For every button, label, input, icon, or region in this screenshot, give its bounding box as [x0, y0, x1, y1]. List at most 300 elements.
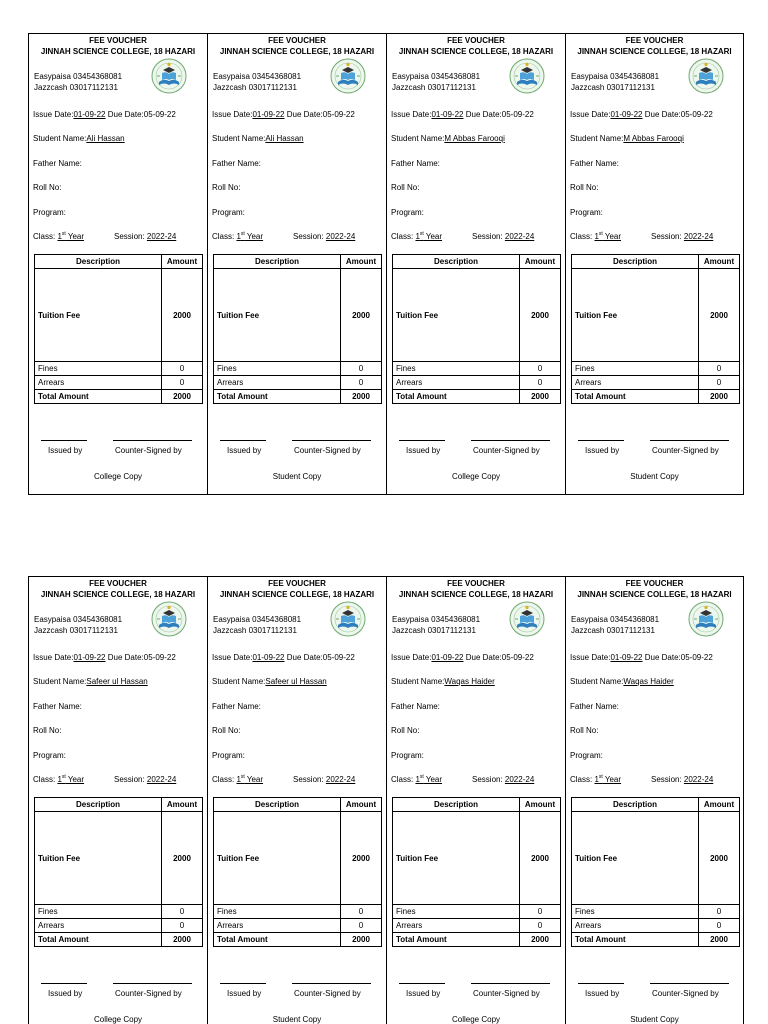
issue-due-dates: Issue Date:01-09-22 Due Date:05-09-22	[391, 653, 534, 662]
counter-signed-label: Counter-Signed by	[115, 989, 182, 998]
table-row	[35, 812, 203, 905]
issue-due-dates: Issue Date:01-09-22 Due Date:05-09-22	[570, 110, 713, 119]
student-name-row: Student Name:Ali Hassan	[212, 134, 304, 143]
table-row	[572, 919, 740, 933]
roll-no-row: Roll No:	[212, 726, 241, 735]
counter-signed-line	[471, 440, 550, 441]
counter-signed-line	[292, 440, 371, 441]
table-row	[214, 362, 382, 376]
tuition-amount: 2000	[162, 269, 203, 362]
fee-table	[34, 797, 203, 947]
total-amount: 2000	[520, 390, 561, 404]
counter-signed-line	[650, 440, 729, 441]
col-amount: Amount	[162, 798, 203, 812]
tuition-amount: 2000	[341, 269, 382, 362]
col-description: Description	[393, 798, 520, 812]
tuition-label: Tuition Fee	[572, 812, 699, 905]
table-row	[214, 919, 382, 933]
session-value: 2022-24	[325, 232, 356, 241]
fee-table	[34, 254, 203, 404]
table-header-row	[572, 255, 740, 269]
issue-due-dates: Issue Date:01-09-22 Due Date:05-09-22	[391, 110, 534, 119]
table-row	[572, 812, 740, 905]
issued-by-line	[41, 983, 87, 984]
issue-date: 01-09-22	[610, 653, 643, 662]
father-name-row: Father Name:	[212, 159, 261, 168]
fee-table	[213, 254, 382, 404]
class-value: 1st Year	[57, 774, 85, 784]
tuition-amount: 2000	[162, 812, 203, 905]
table-row	[572, 390, 740, 404]
table-row	[35, 390, 203, 404]
jazzcash-number: Jazzcash 03017112131	[571, 626, 655, 635]
col-description: Description	[214, 255, 341, 269]
voucher-title: FEE VOUCHER	[268, 36, 326, 45]
easypaisa-number: Easypaisa 03454368081	[392, 615, 481, 624]
due-date: 05-09-22	[143, 110, 176, 119]
session-value: 2022-24	[146, 775, 177, 784]
roll-no-row: Roll No:	[33, 183, 62, 192]
student-name: Safeer ul Hassan	[265, 677, 327, 686]
roll-no-row: Roll No:	[391, 183, 420, 192]
tuition-label: Tuition Fee	[393, 812, 520, 905]
table-row	[393, 905, 561, 919]
table-row	[393, 362, 561, 376]
fee-voucher	[207, 576, 386, 1024]
total-label: Total Amount	[214, 933, 341, 947]
table-header-row	[393, 255, 561, 269]
arrears-label: Arrears	[214, 919, 341, 933]
copy-type: Student Copy	[272, 1015, 322, 1024]
issued-by-line	[578, 983, 624, 984]
copy-type: Student Copy	[630, 472, 679, 481]
father-name-row: Father Name:	[33, 702, 82, 711]
table-row	[35, 919, 203, 933]
arrears-label: Arrears	[572, 376, 699, 390]
table-row	[572, 933, 740, 947]
father-name-row: Father Name:	[391, 159, 440, 168]
fines-amount: 0	[341, 905, 382, 919]
fee-table	[571, 797, 740, 947]
easypaisa-number: Easypaisa 03454368081	[213, 615, 302, 624]
fines-amount: 0	[162, 905, 203, 919]
easypaisa-number: Easypaisa 03454368081	[571, 72, 660, 81]
copy-type: Student Copy	[272, 472, 322, 481]
arrears-amount: 0	[162, 376, 203, 390]
table-row	[572, 269, 740, 362]
tuition-amount: 2000	[699, 269, 740, 362]
class-value: 1st Year	[415, 231, 443, 241]
issue-date: 01-09-22	[252, 653, 285, 662]
table-row	[393, 812, 561, 905]
fines-label: Fines	[572, 905, 699, 919]
col-description: Description	[572, 798, 699, 812]
due-date: 05-09-22	[501, 110, 534, 119]
father-name-row: Father Name:	[391, 702, 440, 711]
fines-label: Fines	[214, 362, 341, 376]
total-label: Total Amount	[393, 933, 520, 947]
counter-signed-label: Counter-Signed by	[294, 446, 361, 455]
table-row	[214, 905, 382, 919]
table-header-row	[393, 798, 561, 812]
student-name-row: Student Name:Safeer ul Hassan	[33, 677, 148, 686]
total-label: Total Amount	[35, 933, 162, 947]
college-name: JINNAH SCIENCE COLLEGE, 18 HAZARI	[577, 590, 732, 599]
fee-table	[213, 797, 382, 947]
fines-label: Fines	[393, 905, 520, 919]
father-name-row: Father Name:	[33, 159, 82, 168]
total-amount: 2000	[341, 390, 382, 404]
table-row	[572, 376, 740, 390]
total-amount: 2000	[520, 933, 561, 947]
student-name-row: Student Name:Safeer ul Hassan	[212, 677, 327, 686]
tuition-label: Tuition Fee	[35, 269, 162, 362]
class-session-row: Class: 1st Year Session: 2022-24	[391, 231, 535, 241]
jazzcash-number: Jazzcash 03017112131	[34, 83, 118, 92]
student-name-row: Student Name:M Abbas Farooqi	[391, 134, 505, 143]
college-name: JINNAH SCIENCE COLLEGE, 18 HAZARI	[398, 590, 554, 599]
class-session-row: Class: 1st Year Session: 2022-24	[33, 231, 177, 241]
due-date: 05-09-22	[322, 110, 355, 119]
fines-label: Fines	[35, 905, 162, 919]
col-amount: Amount	[520, 798, 561, 812]
col-description: Description	[35, 798, 162, 812]
session-value: 2022-24	[146, 232, 177, 241]
college-logo-icon	[151, 58, 187, 94]
program-row: Program:	[212, 751, 245, 760]
arrears-amount: 0	[162, 919, 203, 933]
col-description: Description	[572, 255, 699, 269]
issued-by-line	[399, 983, 445, 984]
class-session-row: Class: 1st Year Session: 2022-24	[570, 774, 714, 784]
easypaisa-number: Easypaisa 03454368081	[213, 72, 302, 81]
counter-signed-label: Counter-Signed by	[652, 446, 719, 455]
table-row	[393, 919, 561, 933]
fee-table	[392, 797, 561, 947]
tuition-amount: 2000	[341, 812, 382, 905]
table-row	[35, 905, 203, 919]
student-name-row: Student Name:Ali Hassan	[33, 134, 125, 143]
college-name: JINNAH SCIENCE COLLEGE, 18 HAZARI	[577, 47, 732, 56]
college-name: JINNAH SCIENCE COLLEGE, 18 HAZARI	[398, 47, 554, 56]
issue-due-dates: Issue Date:01-09-22 Due Date:05-09-22	[212, 653, 355, 662]
class-value: 1st Year	[594, 231, 622, 241]
jazzcash-number: Jazzcash 03017112131	[392, 626, 476, 635]
issued-by-label: Issued by	[585, 989, 620, 998]
voucher-title: FEE VOUCHER	[89, 36, 147, 45]
fines-amount: 0	[520, 905, 561, 919]
program-row: Program:	[570, 751, 603, 760]
class-value: 1st Year	[236, 774, 264, 784]
college-name: JINNAH SCIENCE COLLEGE, 18 HAZARI	[40, 47, 196, 56]
copy-type: College Copy	[451, 472, 501, 481]
issued-by-label: Issued by	[227, 989, 262, 998]
fee-voucher	[28, 33, 207, 495]
tuition-label: Tuition Fee	[393, 269, 520, 362]
fee-table	[571, 254, 740, 404]
college-name: JINNAH SCIENCE COLLEGE, 18 HAZARI	[40, 590, 196, 599]
table-header-row	[214, 798, 382, 812]
easypaisa-number: Easypaisa 03454368081	[392, 72, 481, 81]
counter-signed-label: Counter-Signed by	[473, 989, 540, 998]
fee-voucher	[28, 576, 207, 1024]
issued-by-line	[578, 440, 624, 441]
col-amount: Amount	[699, 798, 740, 812]
table-header-row	[214, 255, 382, 269]
tuition-amount: 2000	[520, 812, 561, 905]
total-amount: 2000	[699, 390, 740, 404]
jazzcash-number: Jazzcash 03017112131	[34, 626, 118, 635]
counter-signed-line	[113, 440, 192, 441]
table-row	[214, 376, 382, 390]
total-amount: 2000	[341, 933, 382, 947]
table-header-row	[35, 255, 203, 269]
program-row: Program:	[391, 208, 424, 217]
table-row	[393, 376, 561, 390]
class-session-row: Class: 1st Year Session: 2022-24	[212, 231, 356, 241]
fines-amount: 0	[520, 362, 561, 376]
student-name: Ali Hassan	[86, 134, 125, 143]
class-session-row: Class: 1st Year Session: 2022-24	[391, 774, 535, 784]
fee-table	[392, 254, 561, 404]
session-value: 2022-24	[683, 232, 714, 241]
arrears-amount: 0	[520, 376, 561, 390]
student-name: Safeer ul Hassan	[86, 677, 148, 686]
college-logo-icon	[509, 58, 545, 94]
jazzcash-number: Jazzcash 03017112131	[213, 83, 297, 92]
col-description: Description	[214, 798, 341, 812]
issue-date: 01-09-22	[610, 110, 643, 119]
total-label: Total Amount	[214, 390, 341, 404]
roll-no-row: Roll No:	[391, 726, 420, 735]
fines-amount: 0	[162, 362, 203, 376]
student-name-row: Student Name:Waqas Haider	[570, 677, 674, 686]
fee-voucher	[565, 576, 744, 1024]
roll-no-row: Roll No:	[570, 726, 599, 735]
tuition-label: Tuition Fee	[214, 269, 341, 362]
table-row	[214, 812, 382, 905]
program-row: Program:	[212, 208, 245, 217]
session-value: 2022-24	[325, 775, 356, 784]
session-value: 2022-24	[683, 775, 714, 784]
issued-by-label: Issued by	[406, 446, 441, 455]
issued-by-line	[399, 440, 445, 441]
voucher-title: FEE VOUCHER	[447, 579, 505, 588]
table-row	[572, 362, 740, 376]
copy-type: College Copy	[451, 1015, 501, 1024]
col-description: Description	[393, 255, 520, 269]
issue-due-dates: Issue Date:01-09-22 Due Date:05-09-22	[570, 653, 713, 662]
issued-by-label: Issued by	[48, 446, 83, 455]
jazzcash-number: Jazzcash 03017112131	[392, 83, 476, 92]
total-amount: 2000	[162, 933, 203, 947]
program-row: Program:	[391, 751, 424, 760]
arrears-amount: 0	[520, 919, 561, 933]
issue-date: 01-09-22	[73, 653, 106, 662]
fines-label: Fines	[214, 905, 341, 919]
voucher-title: FEE VOUCHER	[89, 579, 147, 588]
fines-label: Fines	[35, 362, 162, 376]
tuition-amount: 2000	[520, 269, 561, 362]
college-logo-icon	[688, 58, 724, 94]
total-label: Total Amount	[572, 390, 699, 404]
due-date: 05-09-22	[501, 653, 534, 662]
table-row	[214, 269, 382, 362]
voucher-title: FEE VOUCHER	[625, 579, 684, 588]
table-row	[214, 933, 382, 947]
table-header-row	[572, 798, 740, 812]
father-name-row: Father Name:	[570, 159, 619, 168]
voucher-title: FEE VOUCHER	[625, 36, 684, 45]
fines-label: Fines	[393, 362, 520, 376]
program-row: Program:	[33, 751, 66, 760]
total-amount: 2000	[699, 933, 740, 947]
roll-no-row: Roll No:	[570, 183, 599, 192]
fines-amount: 0	[699, 362, 740, 376]
arrears-amount: 0	[341, 376, 382, 390]
voucher-title: FEE VOUCHER	[268, 579, 326, 588]
program-row: Program:	[33, 208, 66, 217]
issued-by-line	[220, 983, 266, 984]
tuition-label: Tuition Fee	[572, 269, 699, 362]
due-date: 05-09-22	[322, 653, 355, 662]
issued-by-line	[220, 440, 266, 441]
arrears-amount: 0	[699, 919, 740, 933]
issue-due-dates: Issue Date:01-09-22 Due Date:05-09-22	[212, 110, 355, 119]
class-value: 1st Year	[594, 774, 622, 784]
counter-signed-label: Counter-Signed by	[294, 989, 361, 998]
col-amount: Amount	[341, 798, 382, 812]
student-name-row: Student Name:M Abbas Farooqi	[570, 134, 684, 143]
arrears-label: Arrears	[35, 919, 162, 933]
father-name-row: Father Name:	[570, 702, 619, 711]
due-date: 05-09-22	[680, 110, 713, 119]
college-name: JINNAH SCIENCE COLLEGE, 18 HAZARI	[219, 590, 375, 599]
student-name: Ali Hassan	[265, 134, 304, 143]
table-row	[393, 269, 561, 362]
tuition-label: Tuition Fee	[35, 812, 162, 905]
col-description: Description	[35, 255, 162, 269]
table-header-row	[35, 798, 203, 812]
table-row	[35, 362, 203, 376]
class-session-row: Class: 1st Year Session: 2022-24	[33, 774, 177, 784]
college-logo-icon	[330, 58, 366, 94]
issued-by-label: Issued by	[406, 989, 441, 998]
student-name: M Abbas Farooqi	[444, 134, 505, 143]
arrears-label: Arrears	[393, 919, 520, 933]
arrears-label: Arrears	[572, 919, 699, 933]
table-row	[393, 933, 561, 947]
table-row	[35, 269, 203, 362]
total-label: Total Amount	[35, 390, 162, 404]
father-name-row: Father Name:	[212, 702, 261, 711]
issue-date: 01-09-22	[431, 110, 464, 119]
counter-signed-label: Counter-Signed by	[115, 446, 182, 455]
fines-label: Fines	[572, 362, 699, 376]
voucher-title: FEE VOUCHER	[447, 36, 505, 45]
issued-by-label: Issued by	[227, 446, 262, 455]
college-name: JINNAH SCIENCE COLLEGE, 18 HAZARI	[219, 47, 375, 56]
class-value: 1st Year	[57, 231, 85, 241]
counter-signed-line	[113, 983, 192, 984]
voucher-sheet-top	[28, 33, 744, 495]
program-row: Program:	[570, 208, 603, 217]
easypaisa-number: Easypaisa 03454368081	[34, 72, 123, 81]
issued-by-label: Issued by	[48, 989, 83, 998]
table-row	[35, 376, 203, 390]
college-logo-icon	[151, 601, 187, 637]
counter-signed-label: Counter-Signed by	[473, 446, 540, 455]
issue-date: 01-09-22	[73, 110, 106, 119]
arrears-amount: 0	[699, 376, 740, 390]
jazzcash-number: Jazzcash 03017112131	[571, 83, 655, 92]
total-label: Total Amount	[393, 390, 520, 404]
student-name-row: Student Name:Waqas Haider	[391, 677, 495, 686]
student-name: M Abbas Farooqi	[623, 134, 684, 143]
arrears-label: Arrears	[393, 376, 520, 390]
class-session-row: Class: 1st Year Session: 2022-24	[212, 774, 356, 784]
class-session-row: Class: 1st Year Session: 2022-24	[570, 231, 714, 241]
due-date: 05-09-22	[143, 653, 176, 662]
table-row	[35, 933, 203, 947]
roll-no-row: Roll No:	[212, 183, 241, 192]
table-row	[214, 390, 382, 404]
arrears-label: Arrears	[35, 376, 162, 390]
tuition-label: Tuition Fee	[214, 812, 341, 905]
easypaisa-number: Easypaisa 03454368081	[34, 615, 123, 624]
counter-signed-line	[471, 983, 550, 984]
table-row	[393, 390, 561, 404]
issue-date: 01-09-22	[431, 653, 464, 662]
student-name: Waqas Haider	[444, 677, 495, 686]
col-amount: Amount	[699, 255, 740, 269]
college-logo-icon	[330, 601, 366, 637]
fee-voucher	[386, 576, 565, 1024]
voucher-sheet-bottom	[28, 576, 744, 1024]
counter-signed-label: Counter-Signed by	[652, 989, 719, 998]
col-amount: Amount	[162, 255, 203, 269]
counter-signed-line	[292, 983, 371, 984]
issue-due-dates: Issue Date:01-09-22 Due Date:05-09-22	[33, 653, 176, 662]
class-value: 1st Year	[415, 774, 443, 784]
student-name: Waqas Haider	[623, 677, 674, 686]
tuition-amount: 2000	[699, 812, 740, 905]
table-row	[572, 905, 740, 919]
copy-type: College Copy	[93, 1015, 143, 1024]
total-label: Total Amount	[572, 933, 699, 947]
class-value: 1st Year	[236, 231, 264, 241]
easypaisa-number: Easypaisa 03454368081	[571, 615, 660, 624]
copy-type: Student Copy	[630, 1015, 679, 1024]
college-logo-icon	[688, 601, 724, 637]
fee-voucher	[386, 33, 565, 495]
arrears-amount: 0	[341, 919, 382, 933]
issued-by-line	[41, 440, 87, 441]
counter-signed-line	[650, 983, 729, 984]
session-value: 2022-24	[504, 232, 535, 241]
fines-amount: 0	[341, 362, 382, 376]
fee-voucher	[565, 33, 744, 495]
col-amount: Amount	[520, 255, 561, 269]
fines-amount: 0	[699, 905, 740, 919]
issued-by-label: Issued by	[585, 446, 620, 455]
arrears-label: Arrears	[214, 376, 341, 390]
total-amount: 2000	[162, 390, 203, 404]
fee-voucher	[207, 33, 386, 495]
issue-date: 01-09-22	[252, 110, 285, 119]
issue-due-dates: Issue Date:01-09-22 Due Date:05-09-22	[33, 110, 176, 119]
college-logo-icon	[509, 601, 545, 637]
